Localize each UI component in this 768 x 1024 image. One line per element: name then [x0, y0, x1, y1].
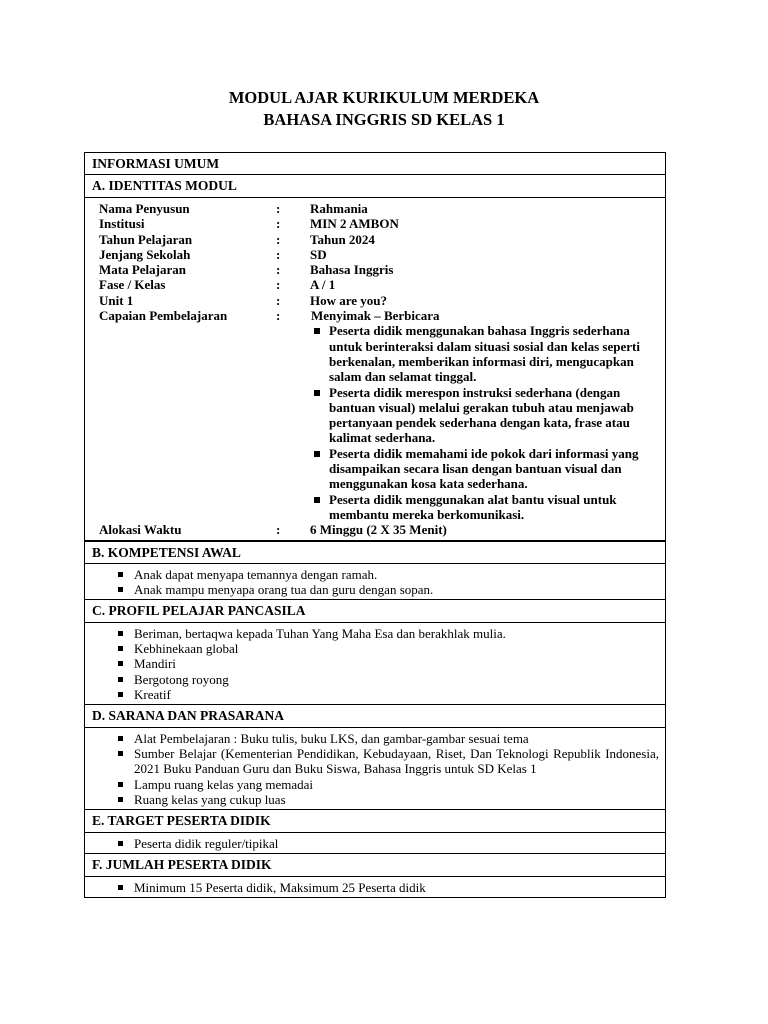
list-item: Beriman, bertaqwa kepada Tuhan Yang Maha Esa dan berakhlak mulia. — [115, 626, 659, 641]
identity-row: Mata Pelajaran : Bahasa Inggris — [99, 262, 394, 278]
identity-row: Tahun Pelajaran : Tahun 2024 — [99, 231, 375, 247]
target-peserta-body — [84, 833, 666, 854]
identity-row: Unit 1 : How are you? — [99, 292, 388, 308]
alokasi-row: Alokasi Waktu : 6 Minggu (2 X 35 Menit) — [99, 522, 447, 538]
document-title: MODUL AJAR KURIKULUM MERDEKA — [228, 88, 540, 107]
list-item: Peserta didik reguler/tipikal — [115, 836, 659, 851]
list-item: Bergotong royong — [115, 672, 659, 687]
identity-row: Jenjang Sekolah : SD — [99, 246, 327, 262]
sarana-prasarana-body — [84, 728, 666, 810]
identity-row: Fase / Kelas : A / 1 — [99, 277, 336, 293]
list-item: Ruang kelas yang cukup luas — [115, 792, 659, 807]
list-item: Sumber Belajar (Kementerian Pendidikan, Kebudayaan, Riset, Dan Teknologi Republik Indonesia, 2021 Buku Panduan Guru dan Buku Siswa, Bahasa Inggris untuk SD Kelas 1 — [115, 746, 659, 776]
identity-row: Nama Penyusun : Rahmania — [99, 201, 368, 216]
list-item: Peserta didik menggunakan bahasa Inggris sederhana untuk berinteraksi dalam situasi sosial dan kelas seperti berkenalan, memberikan informasi diri, mengucapkan salam dan selamat tinggal. — [310, 323, 661, 384]
list-item: Anak dapat menyapa temannya dengan ramah. — [115, 567, 659, 582]
list-item: Anak mampu menyapa orang tua dan guru dengan sopan. — [115, 582, 659, 597]
kompetensi-awal-header: B. KOMPETENSI AWAL — [84, 541, 666, 564]
profil-pelajar-body — [84, 623, 666, 705]
identitas-modul-body — [84, 198, 666, 541]
module-table — [84, 152, 666, 898]
list-item: Mandiri — [115, 656, 659, 671]
identitas-modul-header: A. IDENTITAS MODUL — [84, 175, 666, 198]
capaian-subtitle: Menyimak – Berbicara — [311, 308, 440, 324]
informasi-umum-header: INFORMASI UMUM — [84, 152, 666, 175]
sarana-prasarana-header: D. SARANA DAN PRASARANA — [84, 705, 666, 728]
jumlah-peserta-body — [84, 877, 666, 898]
identity-row: Institusi : MIN 2 AMBON — [99, 216, 399, 232]
list-item: Kreatif — [115, 687, 659, 702]
kompetensi-awal-body — [84, 564, 666, 600]
list-item: Peserta didik merespon instruksi sederhana (dengan bantuan visual) melalui gerakan tubuh atau menjawab pertanyaan pendek sederhana dengan kata, frase atau kalimat sederhana. — [310, 385, 661, 446]
list-item: Minimum 15 Peserta didik, Maksimum 25 Peserta didik — [115, 880, 659, 895]
list-item: Lampu ruang kelas yang memadai — [115, 777, 659, 792]
profil-pelajar-header: C. PROFIL PELAJAR PANCASILA — [84, 600, 666, 623]
target-peserta-header: E. TARGET PESERTA DIDIK — [84, 810, 666, 833]
capaian-row: Capaian Pembelajaran : Menyimak – Berbicara Peserta didik menggunakan bahasa Inggris sederhana untuk berinteraksi dalam situasi sosial dan kelas seperti berkenalan, memberikan informasi diri, mengucapkan salam dan selamat tinggal. Peserta didik merespon instruksi sederhana (dengan bantuan visual) melalui gerakan tubuh atau menjawab pertanyaan pendek sederhana dengan kata, frase atau kalimat sederhana. Peserta didik memahami ide pokok dari informasi yang disampaikan secara lisan dengan bantuan visual dan menggunakan kosa kata sederhana. Peserta didik menggunakan alat bantu visual untuk membantu mereka berkomunikasi. — [99, 308, 665, 522]
list-item: Kebhinekaan global — [115, 641, 659, 656]
list-item: Alat Pembelajaran : Buku tulis, buku LKS, dan gambar-gambar sesuai tema — [115, 731, 659, 746]
document-subtitle: BAHASA INGGRIS SD KELAS 1 — [263, 110, 505, 129]
capaian-list — [310, 323, 661, 522]
list-item: Peserta didik menggunakan alat bantu visual untuk membantu mereka berkomunikasi. — [310, 492, 661, 523]
list-item: Peserta didik memahami ide pokok dari informasi yang disampaikan secara lisan dengan bantuan visual dan menggunakan kosa kata sederhana. — [310, 446, 661, 492]
jumlah-peserta-header: F. JUMLAH PESERTA DIDIK — [84, 854, 666, 877]
